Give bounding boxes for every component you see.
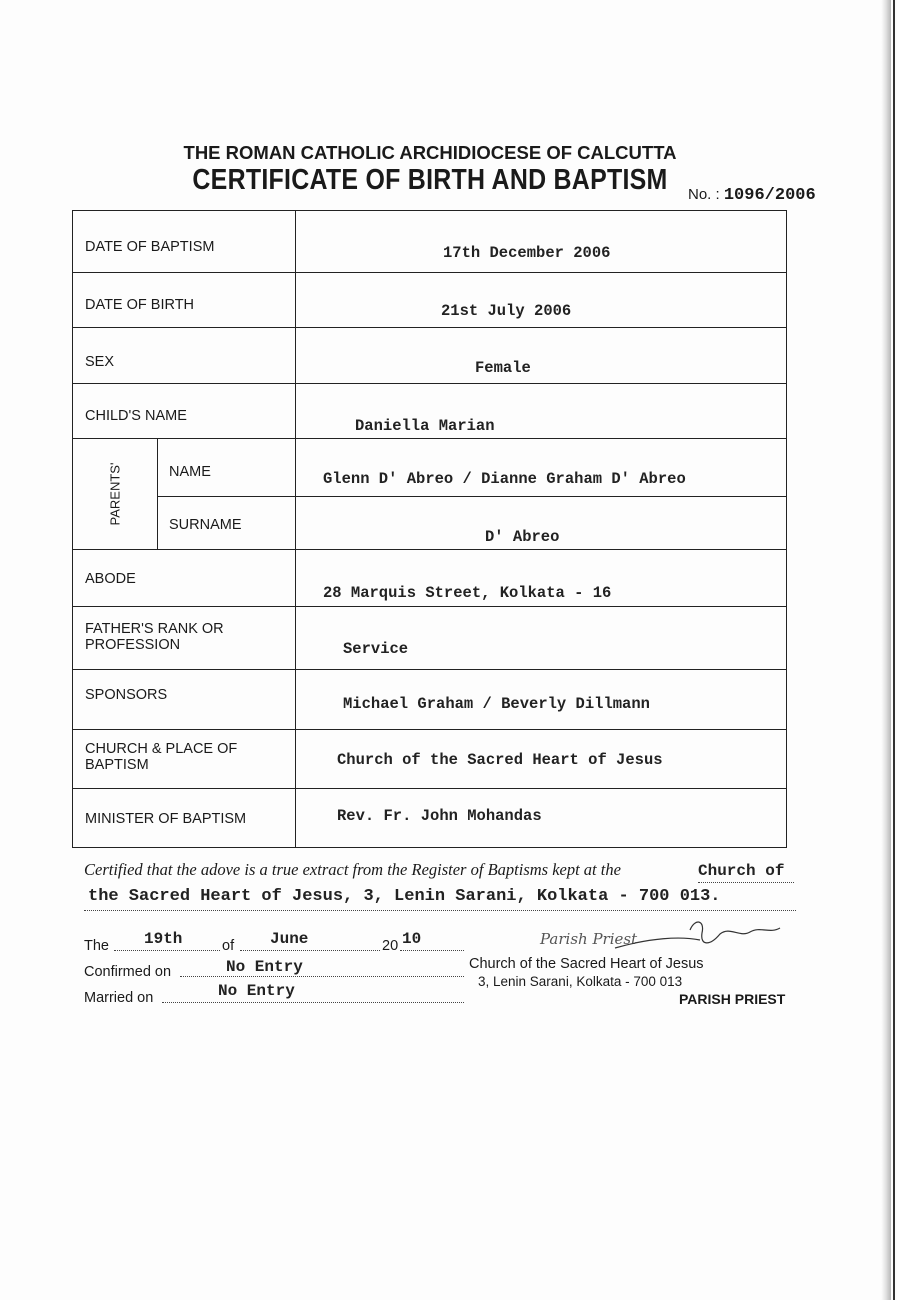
label: DATE OF BIRTH [85,297,195,313]
certification-text: Certified that the adove is a true extract from the Register of Baptisms kept at the [84,860,621,879]
divider [295,670,296,729]
place-part-1: Church of [698,862,785,880]
married-label: Married on [84,990,154,1006]
row-date-of-baptism [73,211,786,273]
parents-label: PARENTS' [107,462,123,526]
stamp-address: 3, Lenin Sarani, Kolkata - 700 013 [478,974,683,989]
label: DATE OF BAPTISM [85,239,215,255]
value: 28 Marquis Street, Kolkata - 16 [323,584,612,602]
divider [295,328,296,383]
row-abode [73,550,786,607]
row-sponsors [73,670,786,730]
confirmed-line [180,956,464,977]
month-line [240,930,380,951]
day-line [114,930,220,951]
parents-group [73,439,786,550]
number-value: 1096/2006 [723,186,816,205]
value: 21st July 2006 [441,302,572,320]
label: CHILD'S NAME [85,408,187,424]
value: Glenn D' Abreo / Dianne Graham D' Abreo [323,470,686,488]
place-part-2: the Sacred Heart of Jesus, 3, Lenin Sarani, Kolkata - 700 013. [88,887,721,906]
label: CHURCH & PLACE OF BAPTISM [85,741,238,773]
scan-edge-shadow [881,0,891,1300]
stamp-church: Church of the Sacred Heart of Jesus [469,956,704,972]
divider [295,211,296,272]
divider [295,497,296,549]
label: NAME [169,464,211,480]
parish-priest-label: PARISH PRIEST [679,991,786,1007]
the-label: The [84,938,109,954]
label: SURNAME [169,517,242,533]
value: 17th December 2006 [443,244,611,262]
divider [295,607,296,669]
label: SPONSORS [85,687,168,703]
parish-priest-stamp-title: Parish Priest [540,930,638,948]
divider [295,439,296,496]
row-church [73,730,786,789]
value: Michael Graham / Beverly Dillmann [343,695,650,713]
row-parents-name [157,439,786,497]
divider [295,789,296,847]
married-value: No Entry [218,982,295,1000]
place-line-2 [84,884,796,911]
archdiocese-heading: THE ROMAN CATHOLIC ARCHIDIOCESE OF CALCUTTA [183,142,677,163]
value: Rev. Fr. John Mohandas [337,807,542,825]
divider [295,384,296,438]
row-minister [73,789,786,847]
confirmed-value: No Entry [226,958,303,976]
signature [610,918,790,958]
divider [295,550,296,606]
value: D' Abreo [485,528,560,546]
parents-label-cell [73,439,158,549]
issue-month: June [270,930,309,948]
label: FATHER'S RANK OR PROFESSION [85,621,224,653]
value: Daniella Marian [355,417,495,435]
row-sex [73,328,786,384]
issue-year: 10 [402,930,422,948]
value: Service [343,640,409,658]
record-table [72,210,787,848]
issue-day: 19th [144,930,183,948]
row-date-of-birth [73,273,786,328]
label: SEX [85,354,115,370]
divider [295,730,296,788]
row-surname [157,497,786,549]
number-label: No. : [688,186,720,203]
certificate-number [688,186,816,205]
century-label: 20 [382,938,399,954]
of-label: of [222,938,235,954]
place-line-1 [698,862,794,883]
confirmed-label: Confirmed on [84,964,172,980]
certificate-title: CERTIFICATE OF BIRTH AND BAPTISM [192,164,668,196]
value: Church of the Sacred Heart of Jesus [337,751,663,769]
divider [295,273,296,327]
scan-edge-line [893,0,895,1300]
row-profession [73,607,786,670]
married-line [162,982,464,1003]
year-line [400,930,464,951]
label: MINISTER OF BAPTISM [85,811,247,827]
row-childs-name [73,384,786,439]
value: Female [475,359,531,377]
label: ABODE [85,571,136,587]
